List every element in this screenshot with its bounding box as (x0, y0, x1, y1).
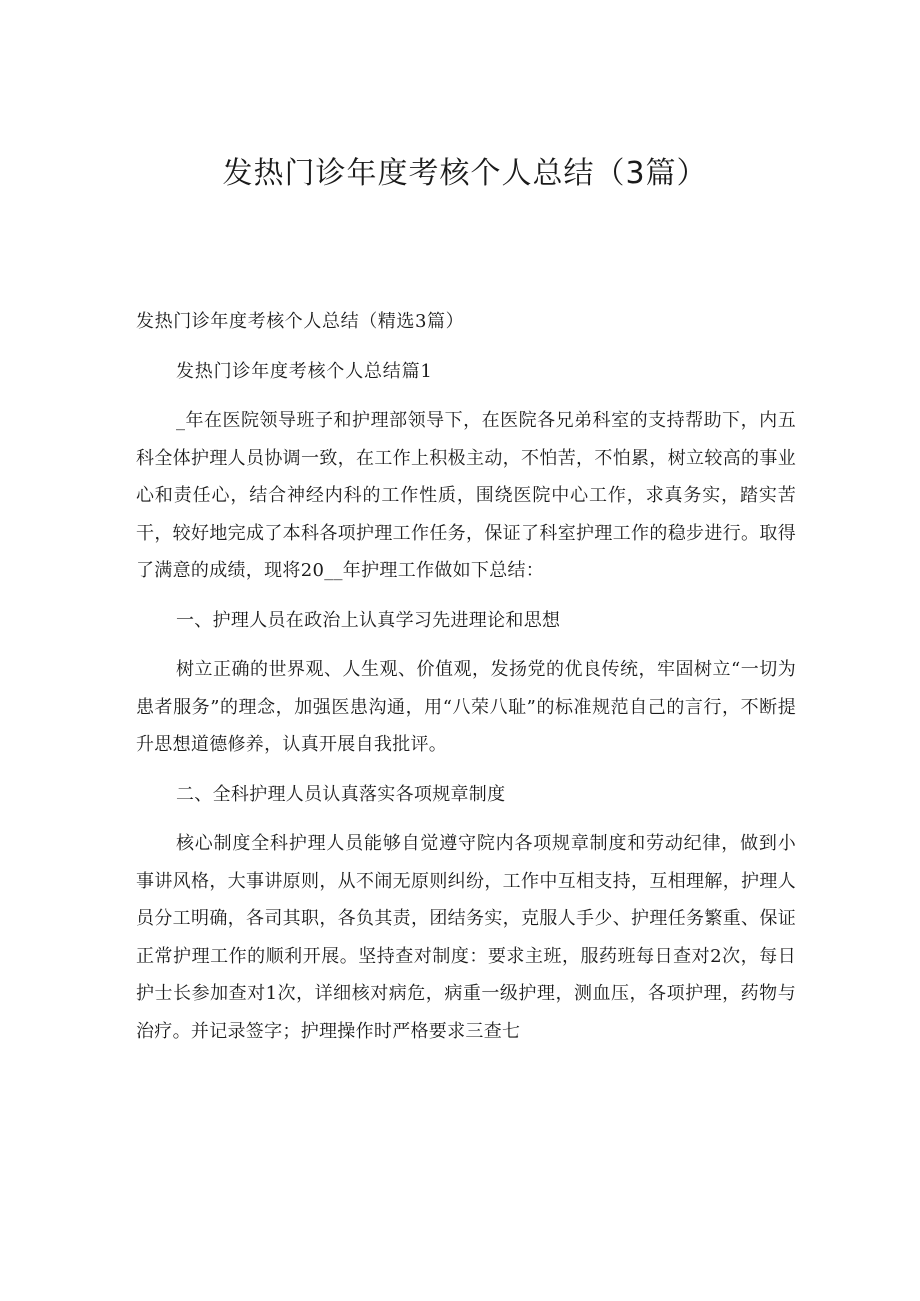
paragraph-intro: _年在医院领导班子和护理部领导下，在医院各兄弟科室的支持帮助下，内五科全体护理人员协调一致，在工作上积极主动，不怕苦，不怕累，树立较高的事业心和责任心，结合神经内科的工作性质，围绕医院中心工作，求真务实，踏实苦干，较好地完成了本科各项护理工作任务，保证了科室护理工作的稳步进行。取得了满意的成绩，现将20__年护理工作做如下总结： (136, 410, 796, 581)
section-heading-1: 一、护理人员在政治上认真学习先进理论和思想 (176, 609, 561, 631)
section-heading-2: 二、全科护理人员认真落实各项规章制度 (176, 783, 506, 805)
document-body (136, 303, 796, 1050)
document-title: 发热门诊年度考核个人总结（3篇） (222, 156, 708, 191)
chapter-heading: 发热门诊年度考核个人总结篇1 (176, 360, 433, 382)
document-subtitle: 发热门诊年度考核个人总结（精选3篇） (136, 311, 465, 332)
paragraph-section-2: 核心制度全科护理人员能够自觉遵守院内各项规章制度和劳动纪律，做到小事讲风格，大事讲原则，从不闹无原则纠纷，工作中互相支持，互相理解，护理人员分工明确，各司其职，各负其责，团结务实，克服人手少、护理任务繁重、保证正常护理工作的顺利开展。坚持查对制度：要求主班，服药班每日查对2次，每日护士长参加查对1次，详细核对病危，病重一级护理，测血压，各项护理，药物与治疗。并记录签字；护理操作时严格要求三查七 (136, 833, 796, 1042)
paragraph-section-1: 树立正确的世界观、人生观、价值观，发扬党的优良传统，牢固树立“一切为患者服务”的理念，加强医患沟通，用“八荣八耻”的标准规范自己的言行，不断提升思想道德修养，认真开展自我批评。 (136, 659, 796, 755)
